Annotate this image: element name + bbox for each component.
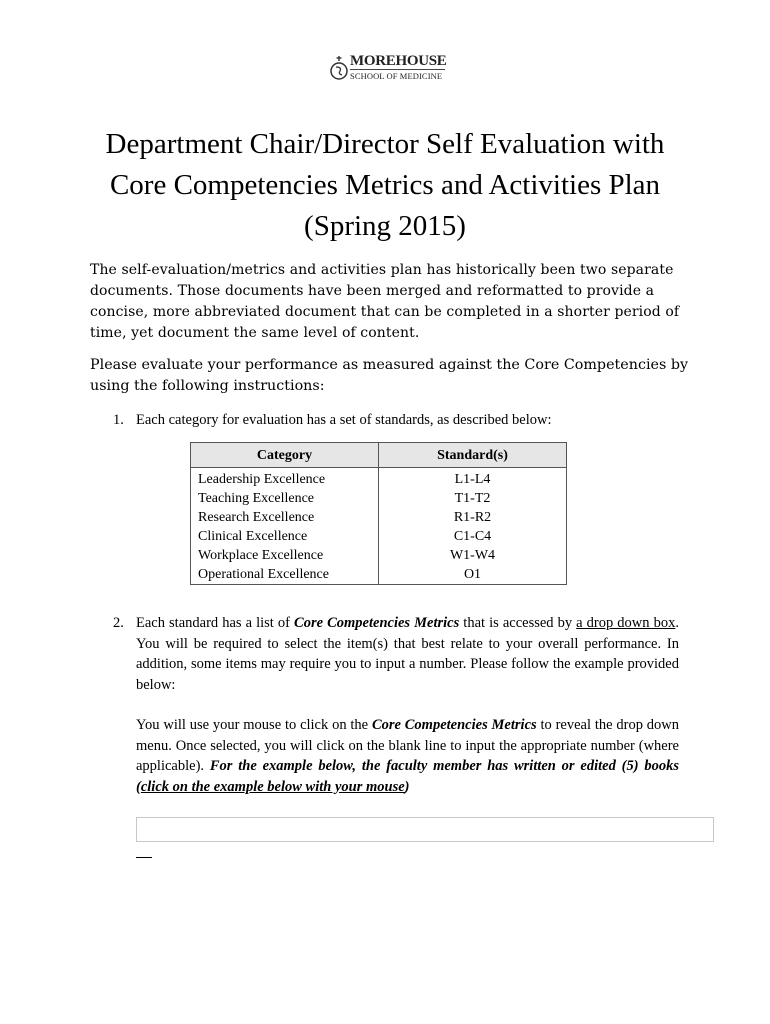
table-row	[191, 565, 567, 585]
table-header-row	[191, 443, 567, 468]
standard-cell: T1-T2	[379, 489, 567, 508]
table-row	[191, 468, 567, 490]
step-2-number: 2.	[113, 615, 124, 631]
header-category: Category	[191, 443, 379, 468]
example-emphasis: Core Competencies Metrics	[371, 717, 537, 733]
category-cell: Leadership Excellence	[191, 468, 379, 490]
standard-cell: O1	[379, 565, 567, 585]
step-2-text-a: Each standard has a list of	[136, 615, 295, 631]
school-logo	[328, 52, 448, 84]
example-bold-a: For the example below, the faculty member has written or edited (5) books (	[136, 758, 679, 795]
step-2-text-c: . You will be required to select the item(s) that best relate to your overall performance. In addition, some items may require you to input a number. Please follow the example provided below:	[136, 615, 679, 693]
step-2-text	[136, 613, 679, 695]
school-emblem-icon	[328, 54, 350, 82]
title-line-2: Core Competencies Metrics and Activities Plan	[109, 169, 661, 201]
title-line-1: Department Chair/Director Self Evaluation with	[105, 128, 665, 160]
logo-name: MOREHOUSE	[350, 53, 447, 69]
drop-down-box-link[interactable]: a drop down box	[576, 615, 676, 631]
step-1-text: Each category for evaluation has a set of standards, as described below:	[136, 412, 552, 428]
standard-cell: C1-C4	[379, 527, 567, 546]
logo-rule	[350, 69, 445, 70]
core-competencies-dropdown[interactable]	[136, 817, 714, 842]
intro-paragraph-1: The self-evaluation/metrics and activities plan has historically been two separate documents. Those documents have been merged and reformatted to provide a concise, more abbreviated document that can be completed in a shorter period of time, yet document the same level of content.	[90, 262, 680, 341]
number-input-line[interactable]	[136, 857, 152, 858]
table-row	[191, 508, 567, 527]
standard-cell: R1-R2	[379, 508, 567, 527]
table-row	[191, 546, 567, 565]
logo-subtitle: SCHOOL OF MEDICINE	[350, 71, 443, 81]
step-2-emphasis: Core Competencies Metrics	[294, 615, 460, 631]
example-text-b: to reveal the drop down menu. Once selected, you will click on the blank line to input the appropriate number (where applicable).	[136, 717, 679, 774]
step-1-number: 1.	[113, 412, 124, 428]
example-text-a: You will use your mouse to click on the	[136, 717, 372, 733]
example-bold-b: )	[404, 778, 410, 795]
step-2-example-text	[136, 715, 679, 797]
step-2-text-b: that is accessed by	[459, 615, 577, 631]
standard-cell: W1-W4	[379, 546, 567, 565]
category-cell: Operational Excellence	[191, 565, 379, 585]
title-line-3: (Spring 2015)	[304, 210, 466, 242]
category-cell: Research Excellence	[191, 508, 379, 527]
category-cell: Teaching Excellence	[191, 489, 379, 508]
document-title	[60, 124, 710, 247]
intro-paragraph-2: Please evaluate your performance as measured against the Core Competencies by using the following instructions:	[90, 357, 689, 394]
header-standards: Standard(s)	[379, 443, 567, 468]
category-cell: Workplace Excellence	[191, 546, 379, 565]
category-cell: Clinical Excellence	[191, 527, 379, 546]
table-row	[191, 489, 567, 508]
category-standards-table	[190, 442, 567, 585]
table-row	[191, 527, 567, 546]
example-click-link[interactable]: click on the example below with your mouse	[140, 778, 405, 795]
standard-cell: L1-L4	[379, 468, 567, 490]
